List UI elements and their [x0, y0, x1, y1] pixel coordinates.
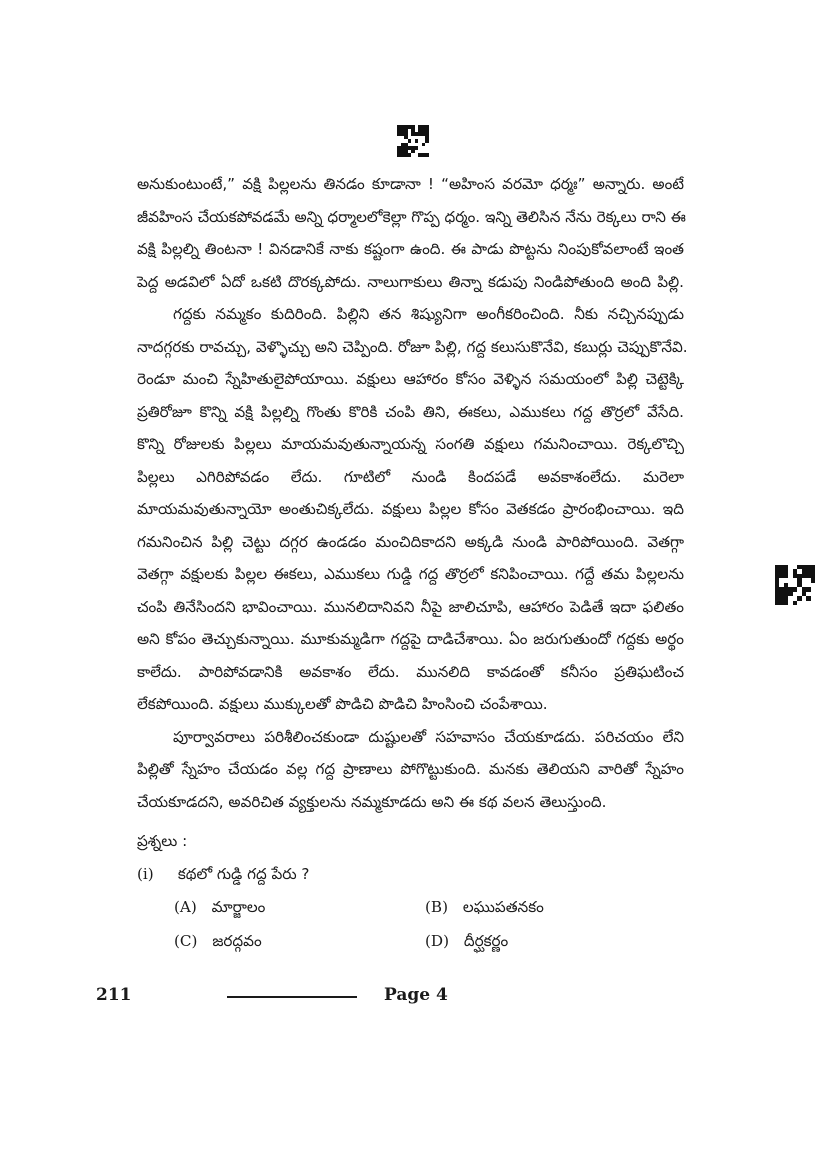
qr-code-top	[397, 125, 429, 157]
option-d	[425, 932, 508, 954]
passage-line: వక్షి పిల్లల్ని తింటనా ! వినడానికే నాకు కష్టంగా ఉంది. ఈ పాడు పొట్టను నింపుకోవలాంటే ఇంత	[137, 240, 684, 258]
option-a	[174, 898, 265, 920]
question-1	[137, 865, 309, 887]
option-text: మార్జాలం	[211, 898, 266, 916]
passage-paragraph-1	[137, 168, 684, 298]
passage-paragraph-2	[137, 298, 688, 721]
passage-line: కొన్ని రోజులకు పిల్లలు మాయమవుతున్నాయన్న సంగతి వక్షులు గమనించాయి. రెక్కలొచ్చి	[137, 435, 684, 453]
question-text: కథలో గుడ్డి గద్ద పేరు ?	[177, 865, 310, 883]
passage-paragraph-3	[137, 721, 684, 819]
qr-module	[425, 153, 429, 157]
passage	[137, 168, 688, 818]
passage-line: అనుకుంటుంటే,” వక్షి పిల్లలను తినడం కూడానా ! “అహింస వరమో ధర్మః” అన్నారు. అంటే	[137, 175, 684, 193]
option-label: (D)	[425, 932, 450, 950]
qr-module	[811, 601, 815, 605]
passage-line: లేకపోయింది. వక్షులు ముక్కులతో పొడిచి పొడిచి హింసించి చంపేశాయి.	[137, 695, 548, 713]
option-text: దీర్ఘకర్ణం	[463, 932, 509, 950]
passage-line: నాదగ్గరకు రావచ్చు, వెళ్ళొచ్చు అని చెప్పింది. రోజూ పిల్లి, గద్ద కలుసుకొనేవి, కబుర్లు చెప్పుకొనేవి.	[137, 337, 688, 356]
passage-line: పూర్వావరాలు పరిశీలించకుండా దుష్టులతో సహవాసం చేయకూడదు. పరిచయం లేని	[173, 727, 684, 746]
passage-line: చేయకూడదని, అవరిచిత వ్యక్తులను నమ్మకూడదు అని ఈ కథ వలన తెలుస్తుంది.	[137, 792, 607, 811]
passage-line: జీవహింస చేయకపోవడమే అన్ని ధర్మాలలోకెల్లా గొప్ప ధర్మం. ఇన్ని తెలిసిన నేను రెక్కలు రాని ఈ	[137, 207, 686, 226]
option-label: (B)	[425, 898, 449, 916]
footer-divider	[227, 996, 357, 998]
passage-line: రెండూ మంచి స్నేహితులైపోయాయి. వక్షులు ఆహారం కోసం వెళ్ళిన సమయంలో పిల్లి చెట్టెక్కి	[137, 370, 684, 388]
page-number: Page 4	[384, 985, 448, 1005]
passage-line: పిల్లలు ఎగిరిపోవడం లేదు. గూటిలో నుండి కిందపడే అవకాశంలేదు. మరెలా	[137, 467, 684, 486]
option-label: (C)	[174, 932, 198, 950]
option-text: జరద్గవం	[212, 932, 262, 950]
passage-line: పిల్లితో స్నేహం చేయడం వల్ల గద్ద ప్రాణాలు పోగొట్టుకుంది. మనకు తెలియని వారితో స్నేహం	[137, 760, 684, 778]
passage-line: అని కోపం తెచ్చుకున్నాయి. మూకుమ్మడిగా గద్దపై దాడిచేశాయి. ఏం జరుగుతుందో గద్దకు అర్థం	[137, 630, 684, 648]
passage-line: మాయమవుతున్నాయో అంతుచిక్కలేదు. వక్షులు పిల్లల కోసం వెతకడం ప్రారంభించాయి. ఇది	[137, 500, 684, 518]
passage-line: గమనించిన పిల్లి చెట్టు దగ్గర ఉండడం మంచిదికాదని అక్కడి నుండి పారిపోయింది. వెతగ్గా	[137, 532, 684, 551]
paper-code: 211	[96, 985, 132, 1005]
option-c	[174, 932, 262, 954]
question-number: (i)	[137, 865, 154, 883]
passage-line: వెతగ్గా వక్షులకు పిల్లల ఈకలు, ఎముకలు గుడ్డి గద్ద తొర్రలో కనిపించాయి. గద్దే తమ పిల్లలను	[137, 565, 684, 583]
passage-line: కాలేదు. పారిపోవడానికి అవకాశం లేదు. మునలిది కావడంతో కనీసం ప్రతిఘటించ	[137, 662, 684, 681]
option-text: లఘుపతనకం	[462, 898, 544, 916]
qr-code-side	[775, 565, 815, 605]
option-b	[425, 898, 544, 920]
passage-line: చంపి తినేసిందని భావించాయి. మునలిదానివని నీపై జాలిచూపి, ఆహారం పెడితే ఇదా ఫలితం	[137, 597, 684, 616]
questions-heading: ప్రశ్నలు :	[137, 832, 188, 850]
passage-line: ప్రతిరోజూ కొన్ని వక్షి పిల్లల్ని గొంతు కొరికి చంపి తిని, ఈకలు, ఎముకలు గద్ద తొర్రలో వేసేది.	[137, 402, 684, 421]
passage-line: గద్దకు నమ్మకం కుదిరింది. పిల్లిని తన శిష్యునిగా అంగీకరించింది. నీకు నచ్చినప్పుడు	[173, 305, 684, 323]
passage-line: పెద్ద అడవిలో ఏదో ఒకటి దొరక్కపోదు. నాలుగాకులు తిన్నా కడుపు నిండిపోతుంది అంది పిల్లి.	[137, 272, 684, 291]
option-label: (A)	[174, 898, 197, 916]
